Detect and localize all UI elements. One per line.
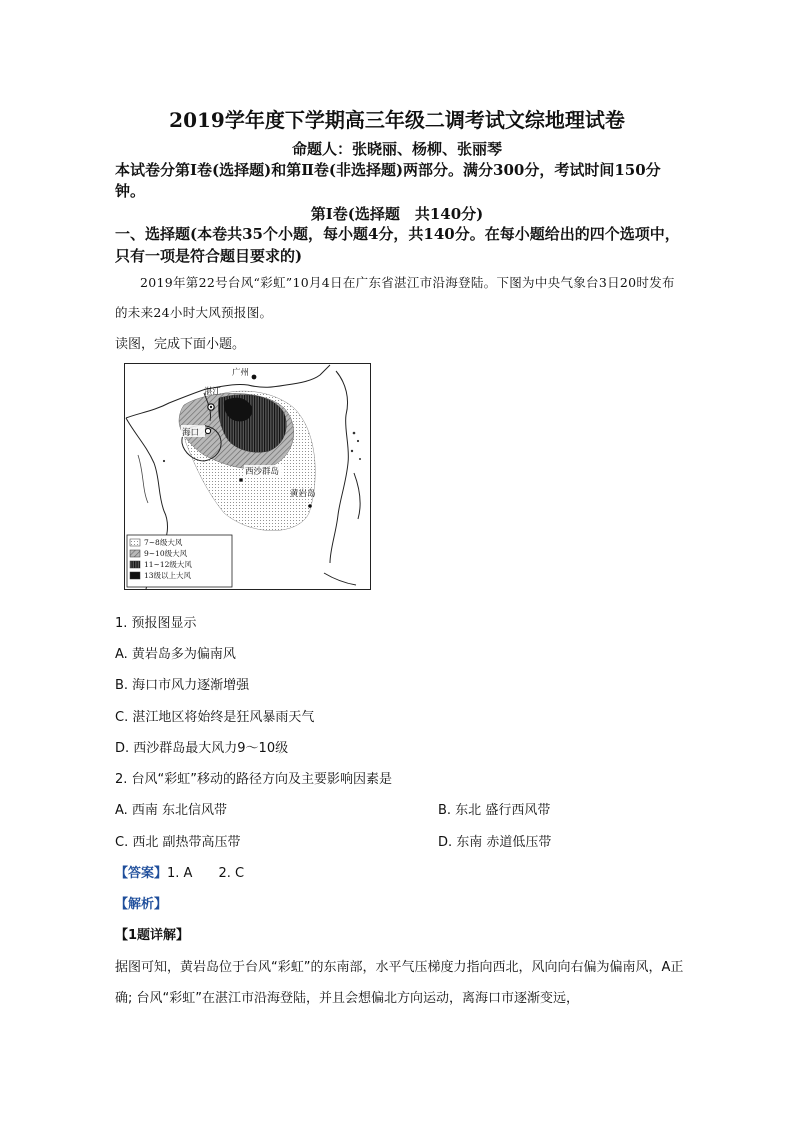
xisha-label: 西沙群岛 <box>245 467 280 477</box>
legend-11-12: 11~12级大风 <box>144 560 192 569</box>
question-1-option-a: A. 黄岩岛多为偏南风 <box>115 647 236 662</box>
guangzhou-label: 广州 <box>232 368 250 378</box>
legend-13-plus: 13级以上大风 <box>144 571 192 580</box>
question-1-option-b: B. 海口市风力逐渐增强 <box>115 678 250 693</box>
detail-label: 【1题详解】 <box>115 928 190 943</box>
section-heading: 第Ⅰ卷(选择题 共140分) <box>310 205 484 223</box>
detail-paragraph: 据图可知，黄岩岛位于台风“彩虹”的东南部，水平气压梯度力指向西北，风向向右偏为偏南风，A正确; 台风“彩虹”在湛江市沿海登陆，并且会想偏北方向运动，离海口市逐渐变远， <box>115 960 684 1006</box>
typhoon-wind-map <box>124 363 371 590</box>
question-2-option-d: D. 东南 赤道低压带 <box>438 835 552 850</box>
map-legend <box>127 535 232 587</box>
haikou-marker <box>205 428 210 433</box>
page-title: 2019学年度下学期高三年级二调考试文综地理试卷 <box>169 108 625 132</box>
guangzhou-marker <box>252 375 257 380</box>
question-2-option-b: B. 东北 盛行西风带 <box>438 803 551 818</box>
answer-text: 1. A 2. C <box>167 866 245 881</box>
question-1-stem: 1. 预报图显示 <box>115 616 197 631</box>
question-stimulus: 2019年第22号台风“彩虹”10月4日在广东省湛江市沿海登陆。下图为中央气象台3日20时发布的未来24小时大风预报图。 <box>115 275 675 320</box>
haikou-label: 海口 <box>182 428 200 438</box>
read-map-prompt: 读图，完成下面小题。 <box>115 337 246 352</box>
question-1-option-d: D. 西沙群岛最大风力9～10级 <box>115 741 289 756</box>
legend-9-10: 9~10级大风 <box>144 549 188 558</box>
section-instructions: 一、选择题(本卷共35个小题，每小题4分，共140分。在每小题给出的四个选项中，只有一项是符合题目要求的) <box>115 225 680 265</box>
question-2-option-c: C. 西北 副热带高压带 <box>115 835 241 850</box>
huangyan-label: 黄岩岛 <box>290 489 316 499</box>
zhanjiang-label: 湛江 <box>204 387 222 397</box>
question-1-option-c: C. 湛江地区将始终是狂风暴雨天气 <box>115 710 315 725</box>
answer-line <box>115 862 244 881</box>
question-2-stem: 2. 台风“彩虹”移动的路径方向及主要影响因素是 <box>115 772 393 787</box>
huangyan-marker <box>308 504 312 508</box>
xisha-marker <box>239 478 243 482</box>
analysis-label: 【解析】 <box>115 897 168 912</box>
question-2-option-a: A. 西南 东北信风带 <box>115 803 228 818</box>
legend-7-8: 7~8级大风 <box>144 538 183 547</box>
authors-line: 命题人：张晓丽、杨柳、张丽琴 <box>291 140 502 158</box>
exam-intro: 本试卷分第Ⅰ卷(选择题)和第Ⅱ卷(非选择题)两部分。满分300分，考试时间150分钟。 <box>115 161 661 200</box>
answer-label: 【答案】 <box>115 866 168 881</box>
